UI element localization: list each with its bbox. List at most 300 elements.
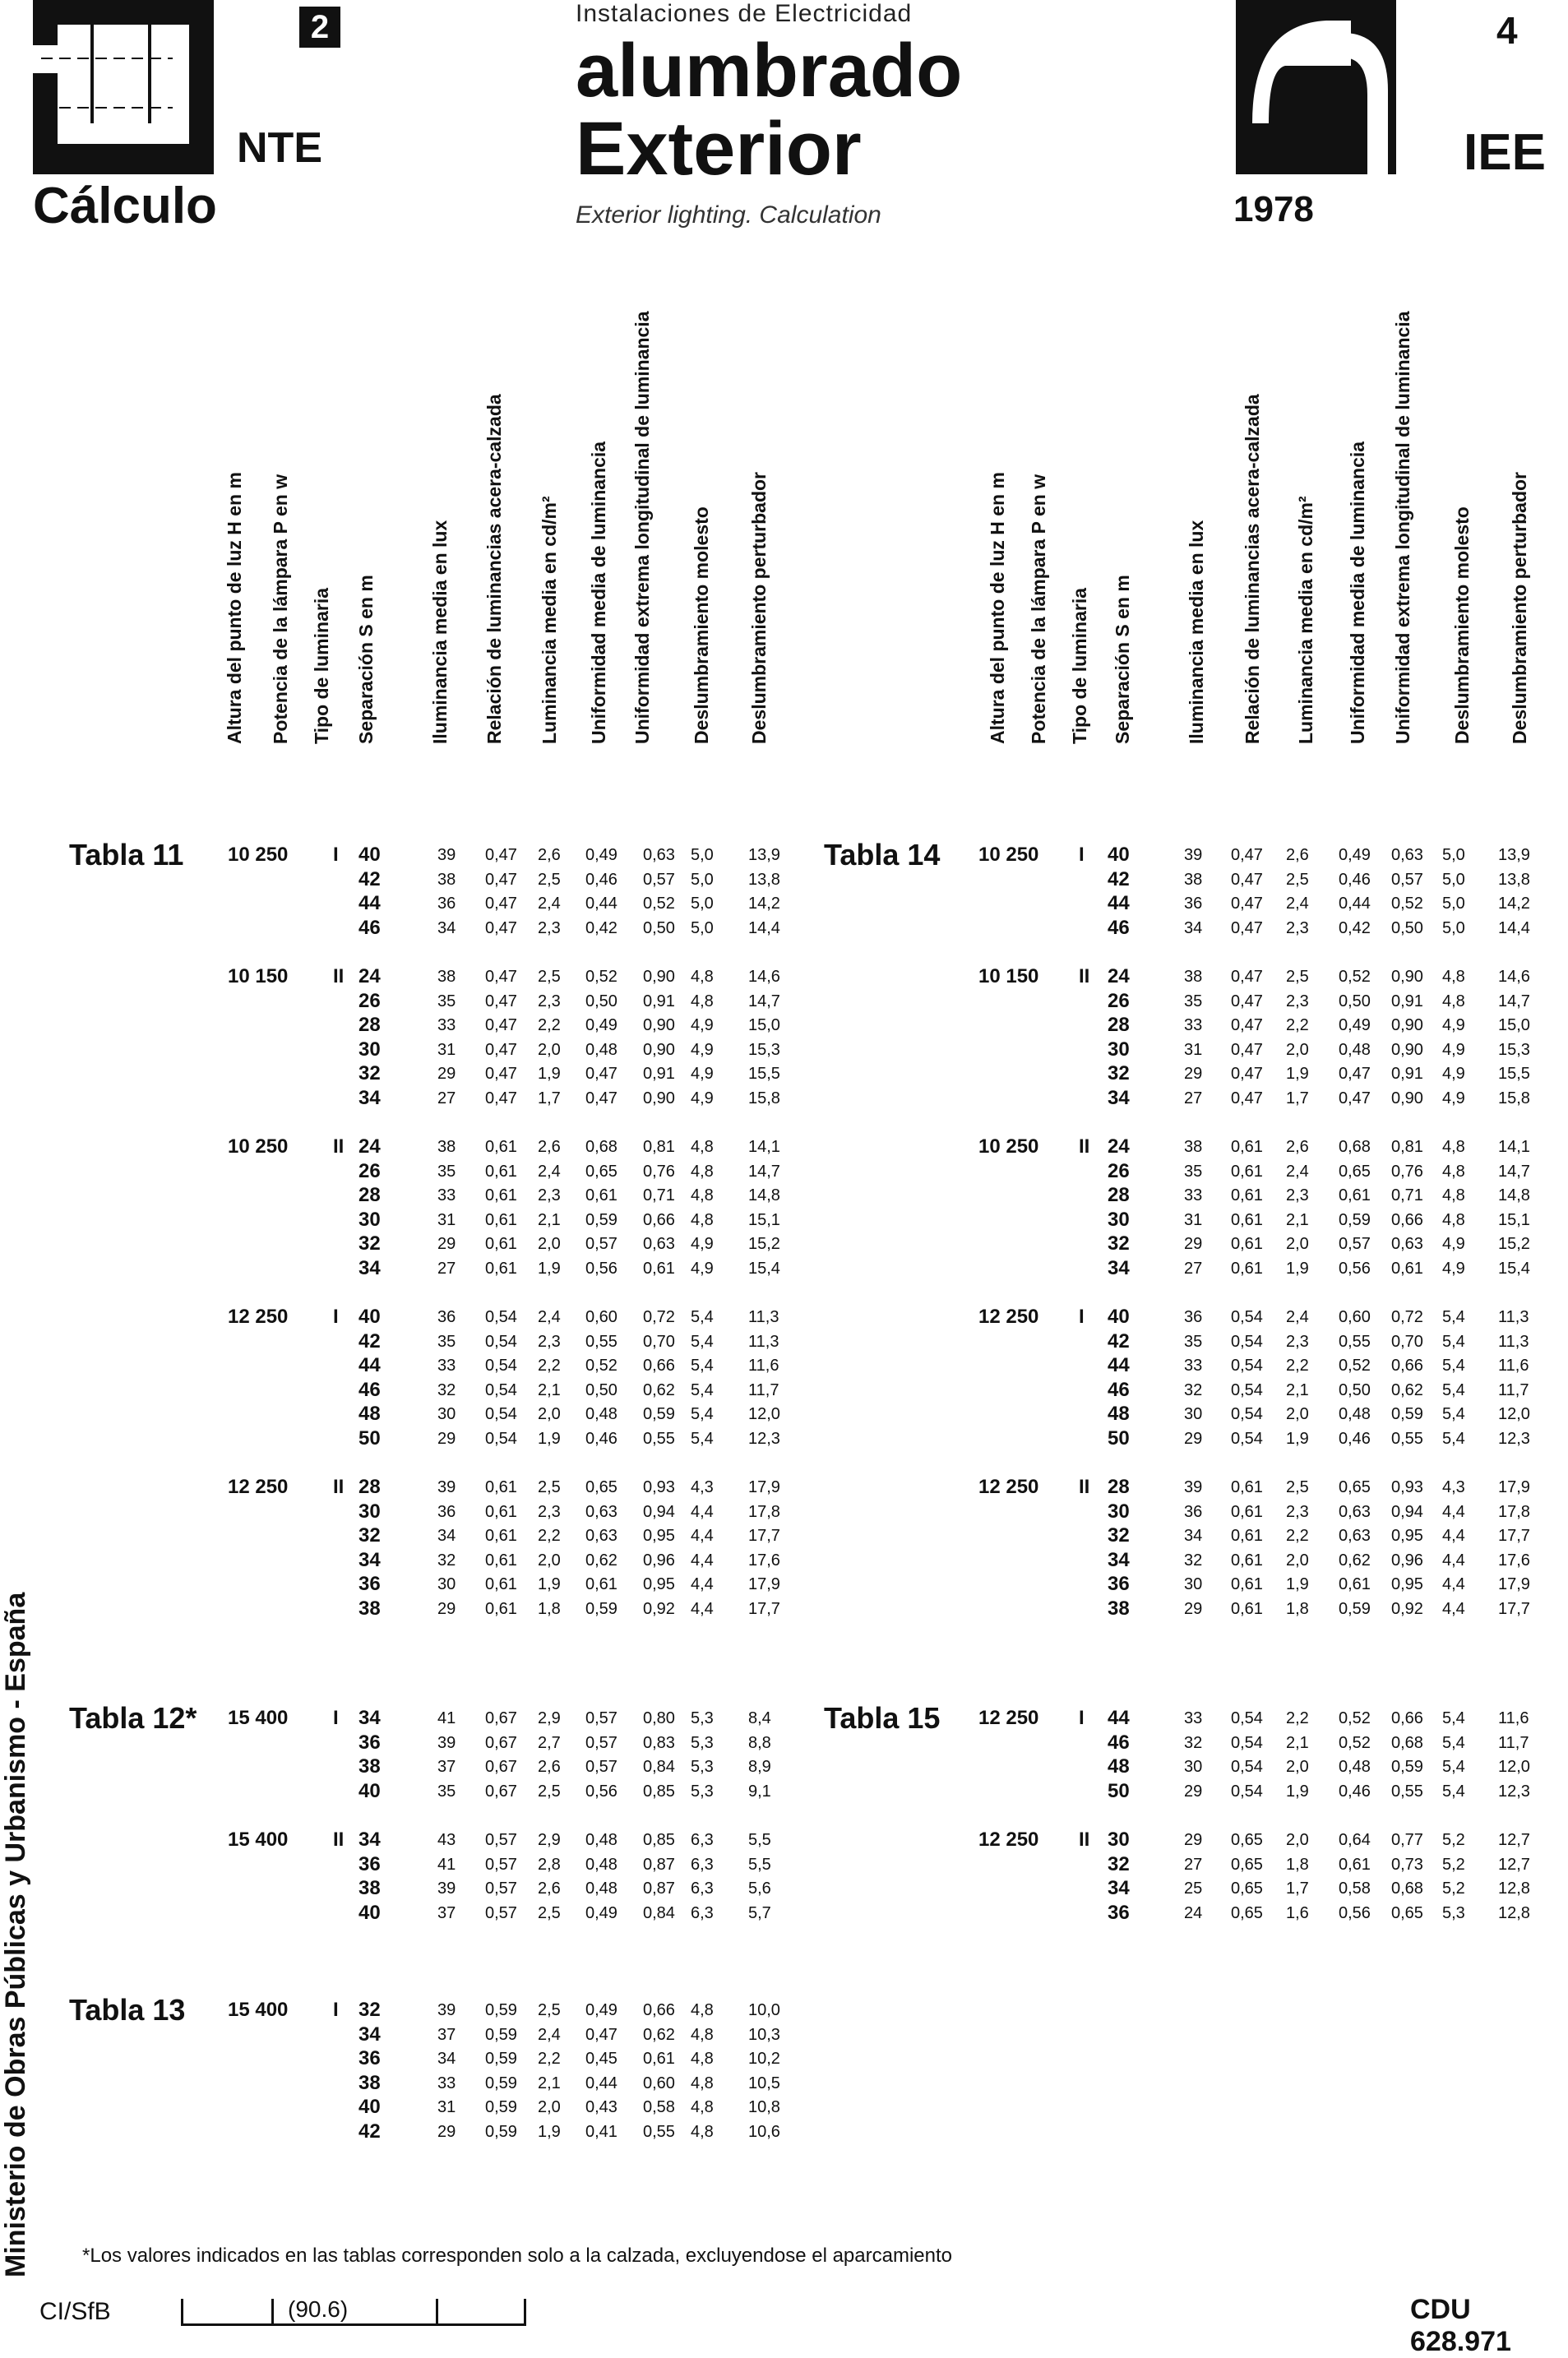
value-cell: 5,3 bbox=[691, 1758, 714, 1776]
value-cell: 0,47 bbox=[585, 2025, 617, 2044]
value-cell: 0,52 bbox=[585, 968, 617, 986]
value-cell: 14,6 bbox=[1498, 968, 1530, 986]
value-cell: 0,60 bbox=[643, 2074, 675, 2092]
separation-cell: 24 bbox=[358, 965, 381, 987]
value-cell: 5,3 bbox=[691, 1709, 714, 1727]
value-cell: 0,62 bbox=[585, 1551, 617, 1570]
height-power: 12 250 bbox=[978, 1306, 1039, 1328]
value-cell: 31 bbox=[1184, 1210, 1203, 1229]
value-cell: 34 bbox=[437, 2050, 456, 2068]
value-cell: 2,2 bbox=[538, 1527, 561, 1545]
value-cell: 2,3 bbox=[538, 992, 561, 1010]
value-cell: 29 bbox=[1184, 1235, 1203, 1253]
value-cell: 0,54 bbox=[485, 1405, 517, 1423]
value-cell: 0,95 bbox=[1391, 1575, 1423, 1593]
value-cell: 4,4 bbox=[691, 1575, 714, 1593]
value-cell: 0,56 bbox=[1339, 1259, 1371, 1278]
value-cell: 0,54 bbox=[1231, 1709, 1263, 1727]
value-cell: 0,80 bbox=[643, 1709, 675, 1727]
value-cell: 14,4 bbox=[1498, 918, 1530, 937]
value-cell: 27 bbox=[437, 1089, 456, 1107]
value-cell: 5,4 bbox=[1442, 1758, 1465, 1776]
value-cell: 2,0 bbox=[538, 1040, 561, 1059]
value-cell: 0,58 bbox=[1339, 1879, 1371, 1898]
value-cell: 6,3 bbox=[691, 1855, 714, 1874]
value-cell: 0,57 bbox=[485, 1879, 517, 1898]
value-cell: 35 bbox=[437, 1332, 456, 1351]
value-cell: 2,4 bbox=[1286, 895, 1309, 913]
value-cell: 0,65 bbox=[1231, 1831, 1263, 1849]
value-cell: 0,46 bbox=[1339, 1429, 1371, 1448]
value-cell: 34 bbox=[437, 918, 456, 937]
value-cell: 14,8 bbox=[1498, 1186, 1530, 1204]
value-cell: 0,55 bbox=[1391, 1429, 1423, 1448]
value-cell: 6,3 bbox=[691, 1903, 714, 1922]
value-cell: 2,0 bbox=[1286, 1235, 1309, 1253]
value-cell: 2,0 bbox=[1286, 1551, 1309, 1570]
value-cell: 0,57 bbox=[585, 1733, 617, 1752]
value-cell: 2,9 bbox=[538, 1831, 561, 1849]
value-cell: 0,47 bbox=[485, 895, 517, 913]
footnote: *Los valores indicados en las tablas corresponden solo a la calzada, excluyendose el aparcamiento bbox=[82, 2245, 952, 2267]
separation-cell: 32 bbox=[1108, 1524, 1130, 1547]
value-cell: 0,63 bbox=[585, 1527, 617, 1545]
separation-cell: 34 bbox=[358, 1829, 381, 1851]
value-cell: 0,59 bbox=[643, 1405, 675, 1423]
column-header-right-5: Iluminancia media en lux bbox=[1186, 520, 1207, 744]
value-cell: 0,57 bbox=[485, 1831, 517, 1849]
value-cell: 0,47 bbox=[1231, 1089, 1263, 1107]
table-row bbox=[0, 1159, 1568, 1184]
luminaire-type: I bbox=[333, 1707, 339, 1729]
value-cell: 2,3 bbox=[538, 1502, 561, 1521]
value-cell: 17,7 bbox=[748, 1527, 780, 1545]
value-cell: 11,3 bbox=[748, 1332, 779, 1351]
value-cell: 0,61 bbox=[485, 1210, 517, 1229]
value-cell: 11,7 bbox=[748, 1380, 779, 1399]
value-cell: 8,8 bbox=[748, 1733, 771, 1752]
value-cell: 5,0 bbox=[691, 895, 714, 913]
value-cell: 0,68 bbox=[585, 1138, 617, 1156]
value-cell: 0,54 bbox=[1231, 1429, 1263, 1448]
value-cell: 5,0 bbox=[691, 918, 714, 937]
value-cell: 11,7 bbox=[1498, 1733, 1529, 1752]
table-row bbox=[0, 1597, 1568, 1621]
separation-cell: 42 bbox=[358, 867, 381, 890]
value-cell: 8,9 bbox=[748, 1758, 771, 1776]
value-cell: 11,7 bbox=[1498, 1380, 1529, 1399]
value-cell: 0,52 bbox=[1339, 968, 1371, 986]
value-cell: 0,42 bbox=[585, 918, 617, 937]
value-cell: 0,61 bbox=[1231, 1186, 1263, 1204]
value-cell: 5,3 bbox=[691, 1782, 714, 1801]
value-cell: 27 bbox=[1184, 1855, 1203, 1874]
separation-cell: 50 bbox=[1108, 1779, 1130, 1802]
column-header-left-1: Altura del punto de luz H en m bbox=[224, 472, 245, 744]
value-cell: 12,3 bbox=[1498, 1782, 1530, 1801]
value-cell: 0,59 bbox=[485, 2025, 517, 2044]
value-cell: 0,91 bbox=[643, 1065, 675, 1083]
table-row bbox=[0, 1706, 1568, 1731]
separation-cell: 32 bbox=[358, 1524, 381, 1547]
value-cell: 2,6 bbox=[538, 1758, 561, 1776]
table-row bbox=[0, 1548, 1568, 1573]
value-cell: 0,58 bbox=[643, 2098, 675, 2116]
value-cell: 4,8 bbox=[691, 2098, 714, 2116]
value-cell: 0,61 bbox=[1231, 1235, 1263, 1253]
table-label: Tabla 12* bbox=[69, 1701, 197, 1735]
value-cell: 0,63 bbox=[1339, 1527, 1371, 1545]
value-cell: 15,1 bbox=[748, 1210, 780, 1229]
value-cell: 27 bbox=[1184, 1259, 1203, 1278]
height-power: 10 250 bbox=[228, 844, 289, 866]
value-cell: 2,5 bbox=[1286, 870, 1309, 889]
table-row bbox=[0, 964, 1568, 989]
value-cell: 29 bbox=[437, 1599, 456, 1618]
value-cell: 0,55 bbox=[1391, 1782, 1423, 1801]
value-cell: 0,47 bbox=[1339, 1089, 1371, 1107]
value-cell: 15,0 bbox=[1498, 1016, 1530, 1034]
separation-cell: 42 bbox=[1108, 1329, 1130, 1352]
table-row bbox=[0, 1232, 1568, 1256]
value-cell: 2,3 bbox=[1286, 1186, 1309, 1204]
separation-cell: 46 bbox=[358, 1378, 381, 1401]
table-row bbox=[0, 2095, 1568, 2120]
value-cell: 12,0 bbox=[748, 1405, 780, 1423]
value-cell: 14,7 bbox=[1498, 1162, 1530, 1181]
value-cell: 37 bbox=[437, 2025, 456, 2044]
value-cell: 4,4 bbox=[691, 1502, 714, 1521]
luminaire-type: II bbox=[1079, 1829, 1090, 1851]
table-row bbox=[0, 867, 1568, 892]
value-cell: 11,6 bbox=[1498, 1357, 1529, 1375]
value-cell: 1,7 bbox=[1286, 1879, 1309, 1898]
value-cell: 12,7 bbox=[1498, 1855, 1530, 1874]
value-cell: 0,47 bbox=[585, 1089, 617, 1107]
value-cell: 2,0 bbox=[1286, 1758, 1309, 1776]
value-cell: 2,0 bbox=[538, 1405, 561, 1423]
value-cell: 5,7 bbox=[748, 1903, 771, 1922]
value-cell: 4,9 bbox=[691, 1040, 714, 1059]
value-cell: 5,4 bbox=[1442, 1308, 1465, 1326]
value-cell: 0,48 bbox=[585, 1855, 617, 1874]
value-cell: 29 bbox=[1184, 1782, 1203, 1801]
value-cell: 2,1 bbox=[538, 1210, 561, 1229]
separation-cell: 26 bbox=[358, 989, 381, 1012]
value-cell: 14,7 bbox=[1498, 992, 1530, 1010]
value-cell: 0,59 bbox=[1339, 1210, 1371, 1229]
value-cell: 0,61 bbox=[1231, 1551, 1263, 1570]
value-cell: 2,5 bbox=[538, 1903, 561, 1922]
value-cell: 0,65 bbox=[1231, 1855, 1263, 1874]
value-cell: 0,90 bbox=[643, 1016, 675, 1034]
luminaire-type: I bbox=[1079, 844, 1085, 866]
value-cell: 0,43 bbox=[585, 2098, 617, 2116]
value-cell: 4,9 bbox=[1442, 1065, 1465, 1083]
value-cell: 0,60 bbox=[1339, 1308, 1371, 1326]
table-row bbox=[0, 1086, 1568, 1111]
separation-cell: 44 bbox=[1108, 892, 1130, 914]
value-cell: 33 bbox=[437, 1016, 456, 1034]
column-header-right-3: Tipo de luminaria bbox=[1069, 588, 1090, 744]
value-cell: 33 bbox=[437, 1357, 456, 1375]
value-cell: 2,6 bbox=[538, 846, 561, 864]
value-cell: 0,59 bbox=[1339, 1599, 1371, 1618]
value-cell: 0,66 bbox=[643, 2001, 675, 2019]
table-row bbox=[0, 1038, 1568, 1062]
separation-cell: 26 bbox=[1108, 1159, 1130, 1182]
value-cell: 0,90 bbox=[1391, 1089, 1423, 1107]
value-cell: 0,65 bbox=[1339, 1478, 1371, 1496]
value-cell: 9,1 bbox=[748, 1782, 771, 1801]
value-cell: 15,0 bbox=[748, 1016, 780, 1034]
value-cell: 5,2 bbox=[1442, 1831, 1465, 1849]
value-cell: 5,5 bbox=[748, 1855, 771, 1874]
value-cell: 15,5 bbox=[1498, 1065, 1530, 1083]
value-cell: 0,66 bbox=[643, 1357, 675, 1375]
value-cell: 0,48 bbox=[585, 1831, 617, 1849]
value-cell: 27 bbox=[437, 1259, 456, 1278]
value-cell: 2,0 bbox=[538, 2098, 561, 2116]
value-cell: 30 bbox=[437, 1405, 456, 1423]
value-cell: 38 bbox=[437, 870, 456, 889]
value-cell: 4,8 bbox=[691, 2074, 714, 2092]
column-header-right-9: Uniformidad extrema longitudinal de luminancia bbox=[1392, 311, 1413, 744]
table-row bbox=[0, 1475, 1568, 1500]
value-cell: 30 bbox=[1184, 1575, 1203, 1593]
value-cell: 0,61 bbox=[485, 1527, 517, 1545]
table-row bbox=[0, 2046, 1568, 2071]
table-row bbox=[0, 1329, 1568, 1354]
value-cell: 30 bbox=[1184, 1758, 1203, 1776]
value-cell: 5,4 bbox=[1442, 1405, 1465, 1423]
value-cell: 2,2 bbox=[1286, 1527, 1309, 1545]
separation-cell: 42 bbox=[1108, 867, 1130, 890]
value-cell: 0,87 bbox=[643, 1855, 675, 1874]
separation-cell: 46 bbox=[358, 916, 381, 939]
separation-cell: 30 bbox=[1108, 1038, 1130, 1061]
cisfb-scale bbox=[181, 2294, 526, 2326]
value-cell: 4,4 bbox=[1442, 1575, 1465, 1593]
separation-cell: 44 bbox=[1108, 1707, 1130, 1729]
value-cell: 2,6 bbox=[538, 1138, 561, 1156]
value-cell: 2,5 bbox=[1286, 968, 1309, 986]
value-cell: 0,96 bbox=[1391, 1551, 1423, 1570]
value-cell: 1,6 bbox=[1286, 1903, 1309, 1922]
value-cell: 39 bbox=[437, 1733, 456, 1752]
value-cell: 14,4 bbox=[748, 918, 780, 937]
column-header-left-4: Separación S en m bbox=[355, 575, 377, 744]
value-cell: 0,49 bbox=[585, 2001, 617, 2019]
value-cell: 35 bbox=[437, 992, 456, 1010]
height-power: 15 400 bbox=[228, 1707, 289, 1729]
separation-cell: 48 bbox=[1108, 1755, 1130, 1778]
value-cell: 35 bbox=[437, 1782, 456, 1801]
table-row bbox=[0, 1523, 1568, 1548]
value-cell: 0,52 bbox=[1339, 1357, 1371, 1375]
value-cell: 2,7 bbox=[538, 1733, 561, 1752]
luminaire-type: I bbox=[1079, 1707, 1085, 1729]
value-cell: 41 bbox=[437, 1709, 456, 1727]
value-cell: 0,93 bbox=[643, 1478, 675, 1496]
value-cell: 14,1 bbox=[748, 1138, 780, 1156]
separation-cell: 42 bbox=[358, 1329, 381, 1352]
value-cell: 15,3 bbox=[748, 1040, 780, 1059]
value-cell: 0,61 bbox=[1231, 1210, 1263, 1229]
value-cell: 0,76 bbox=[1391, 1162, 1423, 1181]
value-cell: 0,48 bbox=[585, 1405, 617, 1423]
value-cell: 0,61 bbox=[1231, 1162, 1263, 1181]
value-cell: 0,59 bbox=[485, 2122, 517, 2141]
value-cell: 39 bbox=[437, 1478, 456, 1496]
separation-cell: 40 bbox=[358, 2096, 381, 2118]
value-cell: 0,61 bbox=[485, 1259, 517, 1278]
value-cell: 0,90 bbox=[643, 1040, 675, 1059]
cdu-code: CDU 628.971 bbox=[1410, 2294, 1511, 2357]
separation-cell: 28 bbox=[358, 1184, 381, 1206]
value-cell: 0,44 bbox=[585, 895, 617, 913]
value-cell: 0,48 bbox=[1339, 1405, 1371, 1423]
value-cell: 0,50 bbox=[585, 992, 617, 1010]
separation-cell: 28 bbox=[358, 1014, 381, 1036]
value-cell: 0,47 bbox=[1231, 968, 1263, 986]
value-cell: 11,6 bbox=[1498, 1709, 1529, 1727]
value-cell: 2,1 bbox=[538, 2074, 561, 2092]
luminaire-type: II bbox=[333, 1476, 345, 1498]
separation-cell: 26 bbox=[1108, 989, 1130, 1012]
value-cell: 0,61 bbox=[1231, 1138, 1263, 1156]
value-cell: 0,42 bbox=[1339, 918, 1371, 937]
separation-cell: 32 bbox=[1108, 1062, 1130, 1084]
value-cell: 32 bbox=[437, 1551, 456, 1570]
separation-cell: 34 bbox=[358, 1548, 381, 1571]
value-cell: 0,47 bbox=[1231, 1040, 1263, 1059]
value-cell: 39 bbox=[437, 846, 456, 864]
separation-cell: 46 bbox=[1108, 1378, 1130, 1401]
column-header-right-1: Altura del punto de luz H en m bbox=[987, 472, 1008, 744]
value-cell: 2,4 bbox=[538, 1162, 561, 1181]
value-cell: 5,0 bbox=[1442, 870, 1465, 889]
value-cell: 35 bbox=[1184, 1332, 1203, 1351]
value-cell: 1,9 bbox=[1286, 1259, 1309, 1278]
separation-cell: 30 bbox=[1108, 1500, 1130, 1523]
value-cell: 39 bbox=[437, 1879, 456, 1898]
value-cell: 30 bbox=[437, 1575, 456, 1593]
value-cell: 0,65 bbox=[585, 1162, 617, 1181]
value-cell: 0,96 bbox=[643, 1551, 675, 1570]
value-cell: 33 bbox=[1184, 1357, 1203, 1375]
value-cell: 1,9 bbox=[1286, 1429, 1309, 1448]
value-cell: 0,66 bbox=[1391, 1709, 1423, 1727]
value-cell: 0,59 bbox=[485, 2001, 517, 2019]
luminaire-type: II bbox=[1079, 1135, 1090, 1158]
value-cell: 0,72 bbox=[643, 1308, 675, 1326]
separation-cell: 50 bbox=[358, 1426, 381, 1449]
column-header-left-10: Deslumbramiento molesto bbox=[691, 506, 712, 744]
value-cell: 0,90 bbox=[1391, 1016, 1423, 1034]
separation-cell: 32 bbox=[358, 1062, 381, 1084]
height-power: 12 250 bbox=[978, 1829, 1039, 1851]
nte-logo bbox=[33, 0, 214, 174]
value-cell: 0,59 bbox=[585, 1599, 617, 1618]
value-cell: 31 bbox=[1184, 1040, 1203, 1059]
value-cell: 2,3 bbox=[1286, 918, 1309, 937]
value-cell: 4,8 bbox=[691, 1210, 714, 1229]
value-cell: 38 bbox=[437, 1138, 456, 1156]
value-cell: 4,8 bbox=[1442, 1162, 1465, 1181]
value-cell: 0,60 bbox=[585, 1308, 617, 1326]
luminaire-type: II bbox=[1079, 1476, 1090, 1498]
value-cell: 0,61 bbox=[485, 1235, 517, 1253]
column-header-left-3: Tipo de luminaria bbox=[311, 588, 332, 744]
luminaire-type: I bbox=[333, 1306, 339, 1328]
value-cell: 0,95 bbox=[1391, 1527, 1423, 1545]
value-cell: 4,4 bbox=[691, 1527, 714, 1545]
separation-cell: 36 bbox=[1108, 1573, 1130, 1595]
value-cell: 0,48 bbox=[1339, 1040, 1371, 1059]
value-cell: 0,67 bbox=[485, 1733, 517, 1752]
separation-cell: 34 bbox=[358, 1707, 381, 1729]
height-power: 10 250 bbox=[978, 1135, 1039, 1158]
height-power: 10 150 bbox=[228, 965, 289, 987]
value-cell: 0,61 bbox=[585, 1186, 617, 1204]
value-cell: 1,9 bbox=[538, 1429, 561, 1448]
value-cell: 4,4 bbox=[691, 1599, 714, 1618]
value-cell: 2,2 bbox=[538, 1016, 561, 1034]
value-cell: 17,9 bbox=[748, 1478, 780, 1496]
separation-cell: 34 bbox=[1108, 1086, 1130, 1109]
value-cell: 0,65 bbox=[1231, 1879, 1263, 1898]
value-cell: 17,7 bbox=[748, 1599, 780, 1618]
value-cell: 36 bbox=[1184, 1502, 1203, 1521]
table-row bbox=[0, 1828, 1568, 1852]
value-cell: 31 bbox=[437, 2098, 456, 2116]
value-cell: 0,65 bbox=[585, 1478, 617, 1496]
value-cell: 17,7 bbox=[1498, 1527, 1530, 1545]
value-cell: 0,63 bbox=[1339, 1502, 1371, 1521]
value-cell: 2,3 bbox=[538, 1332, 561, 1351]
value-cell: 2,6 bbox=[538, 1879, 561, 1898]
value-cell: 5,4 bbox=[691, 1308, 714, 1326]
height-power: 12 250 bbox=[228, 1476, 289, 1498]
height-power: 12 250 bbox=[978, 1707, 1039, 1729]
value-cell: 5,3 bbox=[691, 1733, 714, 1752]
value-cell: 10,6 bbox=[748, 2122, 780, 2141]
value-cell: 4,8 bbox=[691, 2001, 714, 2019]
value-cell: 2,1 bbox=[538, 1380, 561, 1399]
value-cell: 1,9 bbox=[538, 1575, 561, 1593]
value-cell: 0,55 bbox=[643, 2122, 675, 2141]
value-cell: 38 bbox=[1184, 870, 1203, 889]
value-cell: 5,4 bbox=[1442, 1733, 1465, 1752]
separation-cell: 46 bbox=[1108, 1731, 1130, 1754]
value-cell: 0,91 bbox=[643, 992, 675, 1010]
separation-cell: 34 bbox=[358, 2023, 381, 2046]
value-cell: 29 bbox=[437, 1429, 456, 1448]
value-cell: 0,59 bbox=[1391, 1758, 1423, 1776]
value-cell: 4,8 bbox=[1442, 992, 1465, 1010]
value-cell: 0,49 bbox=[585, 1016, 617, 1034]
value-cell: 11,3 bbox=[748, 1308, 779, 1326]
luminaire-type: I bbox=[333, 1999, 339, 2021]
value-cell: 2,6 bbox=[1286, 1138, 1309, 1156]
value-cell: 0,94 bbox=[643, 1502, 675, 1521]
value-cell: 0,65 bbox=[1391, 1903, 1423, 1922]
value-cell: 0,68 bbox=[1391, 1879, 1423, 1898]
value-cell: 0,47 bbox=[1231, 895, 1263, 913]
value-cell: 6,3 bbox=[691, 1831, 714, 1849]
column-header-left-6: Relación de luminancias acera-calzada bbox=[483, 394, 505, 744]
